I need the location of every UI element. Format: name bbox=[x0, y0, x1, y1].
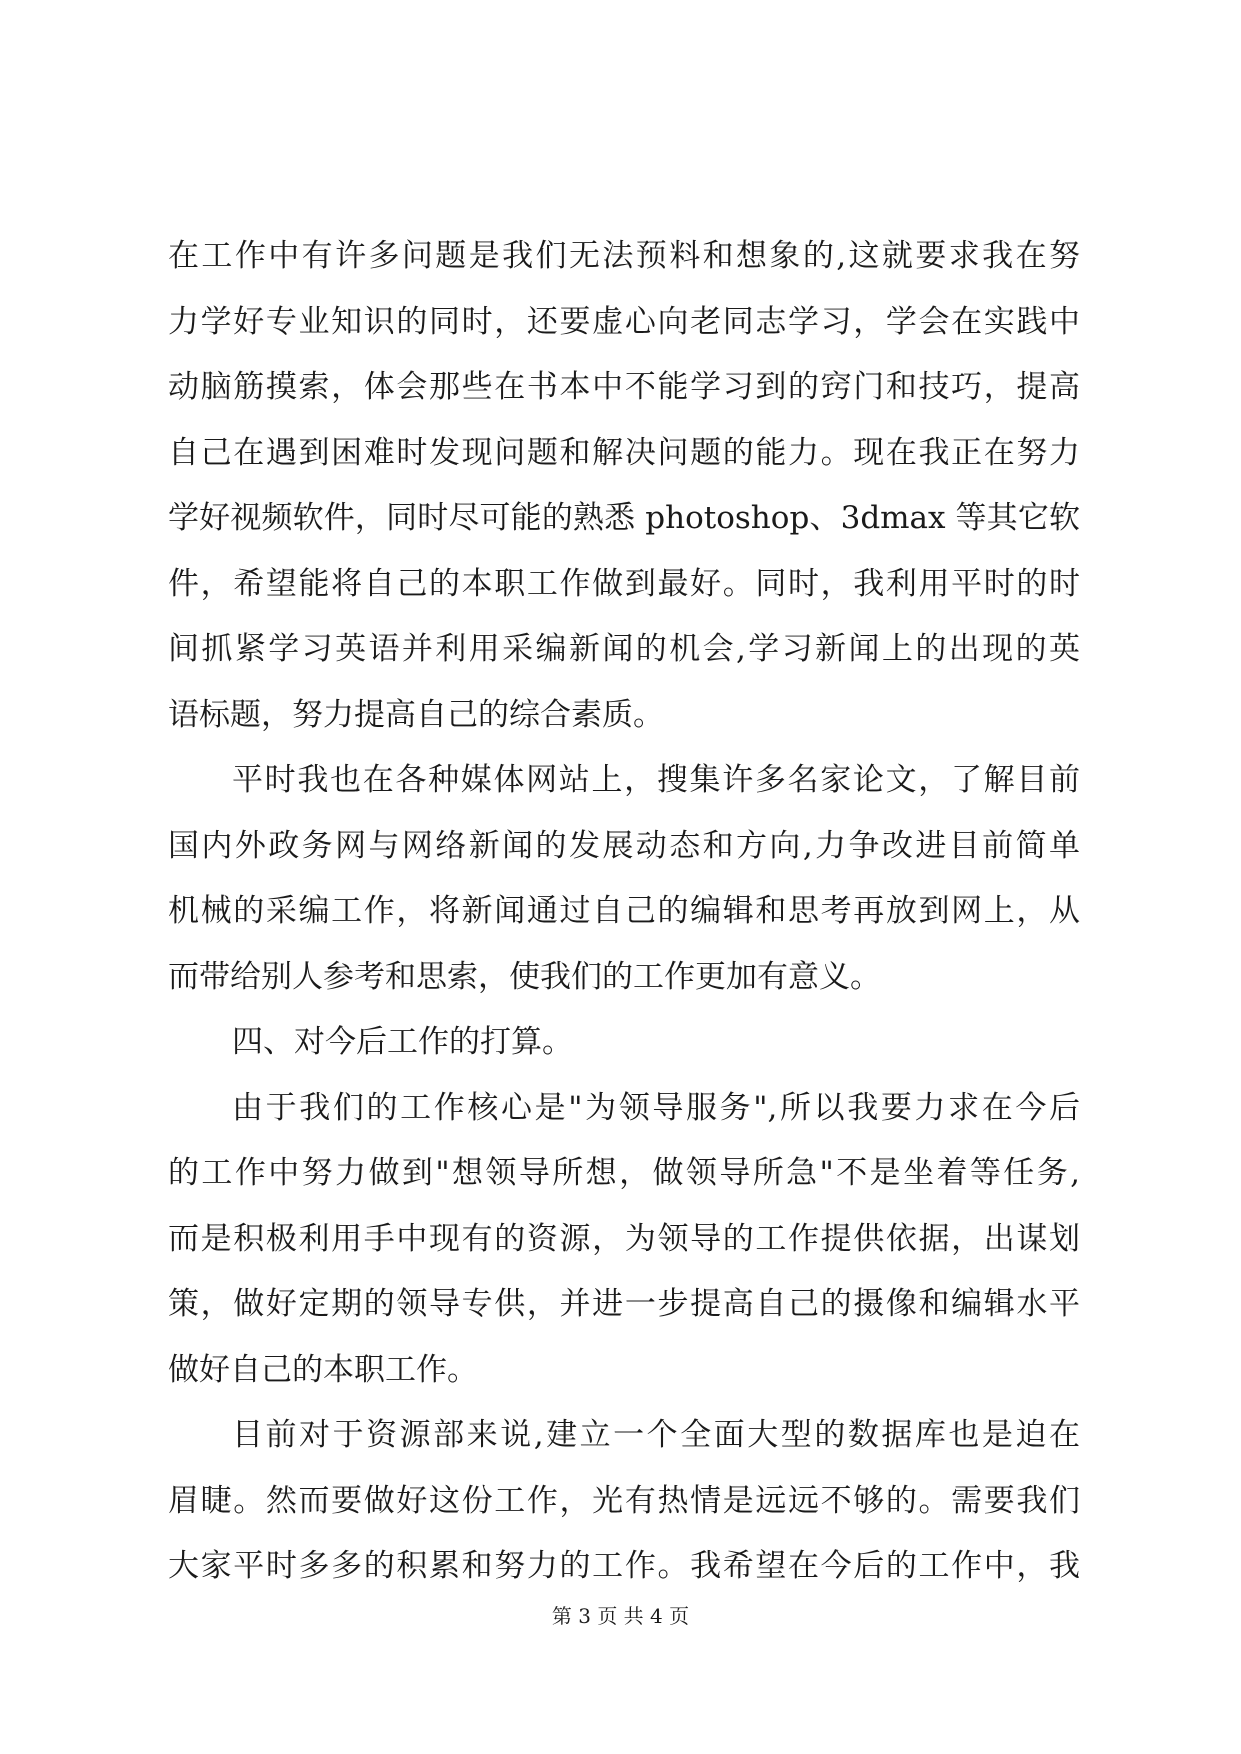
paragraph-line: 学好视频软件，同时尽可能的熟悉 photoshop、3dmax 等其它软 bbox=[168, 500, 1080, 536]
paragraph-line: 大家平时多多的积累和努力的工作。我希望在今后的工作中，我 bbox=[168, 1548, 1080, 1584]
paragraph-line: 在工作中有许多问题是我们无法预料和想象的,这就要求我在努 bbox=[168, 238, 1080, 274]
paragraph-line: 国内外政务网与网络新闻的发展动态和方向,力争改进目前简单 bbox=[168, 827, 1080, 864]
paragraph-line: 做好自己的本职工作。 bbox=[168, 1351, 478, 1388]
paragraph-line: 的工作中努力做到"想领导所想，做领导所急"不是坐着等任务, bbox=[168, 1155, 1080, 1191]
paragraph-line: 平时我也在各种媒体网站上，搜集许多名家论文，了解目前 bbox=[232, 762, 1080, 798]
paragraph-line: 自己在遇到困难时发现问题和解决问题的能力。现在我正在努力 bbox=[168, 434, 1080, 471]
body-text bbox=[168, 224, 1080, 1600]
paragraph-line: 而是积极利用手中现有的资源，为领导的工作提供依据，出谋划 bbox=[168, 1220, 1080, 1257]
paragraph-line: 目前对于资源部来说,建立一个全面大型的数据库也是迫在 bbox=[232, 1417, 1080, 1453]
paragraph-line: 语标题，努力提高自己的综合素质。 bbox=[168, 696, 664, 733]
paragraph-line: 眉睫。然而要做好这份工作，光有热情是远远不够的。需要我们 bbox=[168, 1482, 1080, 1519]
paragraph-line: 由于我们的工作核心是"为领导服务",所以我要力求在今后 bbox=[232, 1089, 1080, 1126]
paragraph-line: 件，希望能将自己的本职工作做到最好。同时，我利用平时的时 bbox=[168, 565, 1080, 602]
section-heading: 四、对今后工作的打算。 bbox=[232, 1024, 573, 1060]
paragraph-line: 力学好专业知识的同时，还要虚心向老同志学习，学会在实践中 bbox=[168, 303, 1080, 340]
page-number-footer: 第 3 页 共 4 页 bbox=[551, 1604, 690, 1628]
paragraph-line: 策，做好定期的领导专供，并进一步提高自己的摄像和编辑水平 bbox=[168, 1286, 1080, 1322]
paragraph-line: 而带给别人参考和思索，使我们的工作更加有意义。 bbox=[168, 958, 881, 995]
paragraph-line: 间抓紧学习英语并利用采编新闻的机会,学习新闻上的出现的英 bbox=[168, 631, 1080, 667]
paragraph-line: 机械的采编工作，将新闻通过自己的编辑和思考再放到网上，从 bbox=[168, 893, 1080, 929]
paragraph-line: 动脑筋摸索，体会那些在书本中不能学习到的窍门和技巧，提高 bbox=[168, 369, 1080, 405]
